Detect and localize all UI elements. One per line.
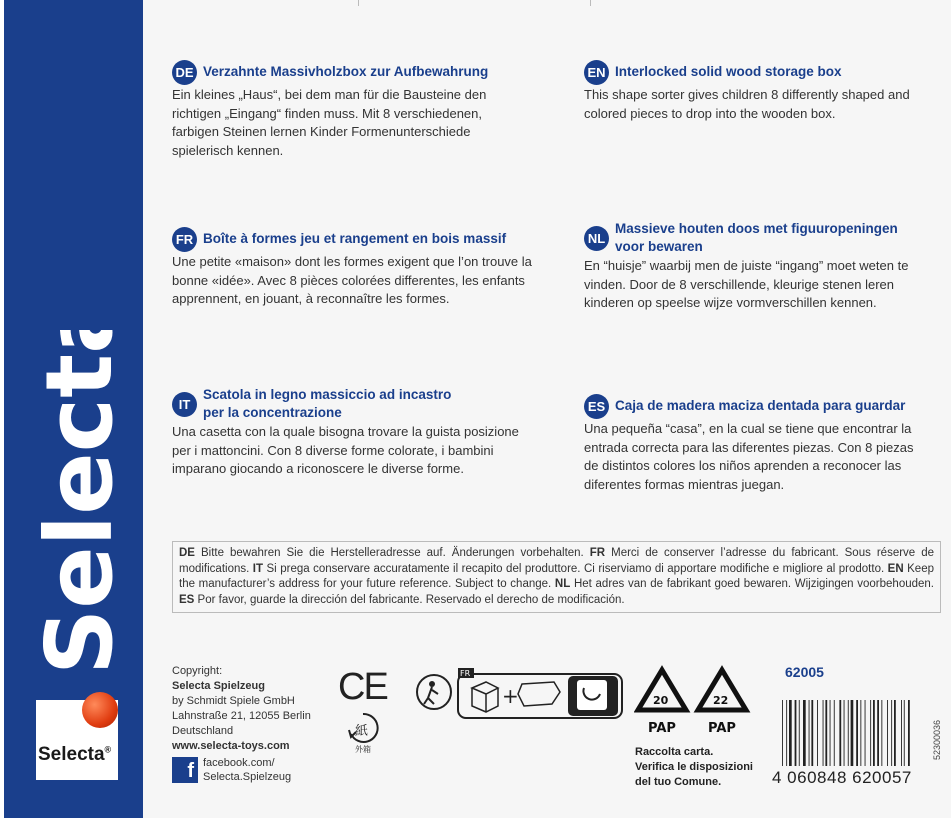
- section-title: Scatola in legno massiccio ad incastro per la concentrazione: [203, 387, 452, 420]
- language-badge: EN: [584, 60, 609, 85]
- section-it: [172, 386, 532, 479]
- parent-company: by Schmidt Spiele GmbH: [172, 695, 295, 707]
- address-country: Deutschland: [172, 725, 234, 737]
- language-badge: ES: [584, 394, 609, 419]
- svg-text:外箱: 外箱: [355, 745, 371, 754]
- address-street: Lahnstraße 21, 12055 Berlin: [172, 710, 311, 722]
- section-es: [584, 394, 924, 494]
- website-link[interactable]: www.selecta-toys.com: [172, 740, 290, 752]
- brand-vertical-wordmark: [8, 330, 128, 690]
- vertical-brand-text: Selecta: [26, 330, 128, 675]
- section-de: [172, 60, 532, 160]
- paper-recycling-icon: [345, 710, 381, 754]
- section-body: Ein kleines „Haus“, bei dem man für die Bausteine den richtigen „Eingang“ finden muss. Mit 8 verschiedenen, farbigen Steinen lernen Kinder Formenunterschiede spielerisch kennen.: [172, 87, 487, 158]
- section-title: Caja de madera maciza dentada para guardar: [615, 398, 906, 413]
- facebook-link[interactable]: f facebook.com/ Selecta.Spielzeug: [172, 756, 291, 784]
- barcode: [780, 700, 915, 768]
- section-title: Interlocked solid wood storage box: [615, 64, 842, 79]
- sidebar-edge: [0, 0, 4, 818]
- section-fr: [172, 227, 537, 309]
- side-code: 52300036: [932, 719, 942, 760]
- language-badge: IT: [172, 392, 197, 417]
- section-body: Una pequeña “casa”, en la cual se tiene que encontrar la entrada correcta para las diferentes piezas. Con 8 piezas de distintos colores los niños aprenden a reconocer las diferentes formas mientras juegan.: [584, 421, 914, 492]
- logo-text: Selecta®: [38, 744, 112, 765]
- section-body: Una casetta con la quale bisogna trovare la guista posizione per i mattoncini. Con 8 diverse forme colorate, i bambini imparano giocando a riconoscere le diverse forme.: [172, 424, 519, 477]
- facebook-icon: f: [172, 757, 198, 783]
- manufacturer-notice: DE Bitte bewahren Sie die Herstelleradresse auf. Änderungen vorbehalten. FR Merci de conserver l’adresse du fabricant. Sous réserve de modifications. IT Si prega conservare accuratamente il recapito del produttore. Ci riserviamo di apportare modifiche e migliore al prodotto. EN Keep the manufacturer’s address for your future reference. Subject to change. NL Het adres van de fabrikant goed bewaren. Wijzigingen voorbehouden. ES Por favor, guarde la dirección del fabricante. Reservado el derecho de modificación.: [172, 541, 941, 613]
- triman-sorting-icon: [414, 666, 624, 722]
- section-nl: [584, 220, 924, 313]
- svg-text:22: 22: [713, 694, 729, 707]
- pap-recycling-icons: [634, 664, 752, 738]
- svg-text:20: 20: [653, 694, 669, 707]
- fold-mark: [358, 0, 359, 6]
- section-title: Boîte à formes jeu et rangement en bois massif: [203, 231, 507, 246]
- section-body: This shape sorter gives children 8 differently shaped and colored pieces to drop into the wooden box.: [584, 87, 910, 121]
- copyright-label: Copyright:: [172, 665, 223, 677]
- ean-number: 4 060848 620057: [772, 768, 912, 787]
- section-title: Massieve houten doos met figuuropeningen voor bewaren: [615, 221, 898, 254]
- svg-text:PAP: PAP: [708, 721, 736, 736]
- section-en: [584, 60, 924, 123]
- language-badge: DE: [172, 60, 197, 85]
- section-title: Verzahnte Massivholzbox zur Aufbewahrung: [203, 64, 489, 79]
- svg-text:+: +: [502, 684, 519, 708]
- logo-ball: [82, 692, 118, 728]
- language-badge: NL: [584, 226, 609, 251]
- fold-mark: [590, 0, 591, 6]
- ce-mark: CE: [338, 666, 387, 708]
- copyright-block: [172, 664, 311, 754]
- section-body: En “huisje” waarbij men de juiste “ingang” moet weten te vinden. Door de 8 verschillende, kleurige stenen leren kinderen op speelse wijze vormverschillen kennen.: [584, 258, 909, 311]
- company-name: Selecta Spielzeug: [172, 680, 265, 692]
- svg-text:紙: 紙: [355, 724, 369, 739]
- svg-text:PAP: PAP: [648, 721, 676, 736]
- section-body: Une petite «maison» dont les formes exigent que l’on trouve la bonne «idée». Avec 8 pièces colorées differentes, les enfants apprennent, en jouant, à reconnaître les formes.: [172, 254, 532, 307]
- recycling-note: Raccolta carta. Verifica le disposizioni del tuo Comune.: [635, 746, 753, 788]
- svg-text:FR: FR: [460, 669, 471, 678]
- language-badge: FR: [172, 227, 197, 252]
- article-number: 62005: [785, 664, 824, 680]
